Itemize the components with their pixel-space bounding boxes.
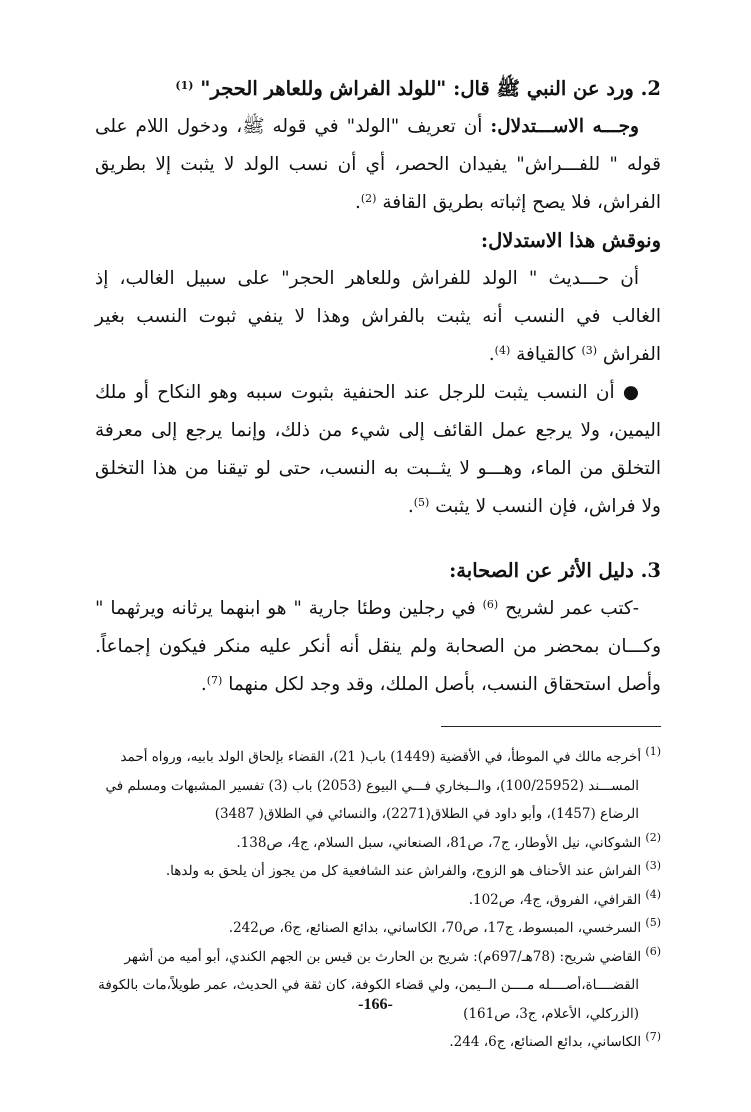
footnote-4-number: (4) [645, 887, 661, 901]
footnote-3-number: (3) [645, 859, 661, 872]
nuqish-paragraph: أن حـــديث " الولد للفراش وللعاهر الحجر" على سبيل الغالب، إذ الغالب في النسب أنه يثبت بالفراش وهذا لا ينفي ثبوت النسب بغير الفراش $^{(3)}$ كالقيافة $^{(4)}$. [95, 268, 661, 365]
footnote-ref-3[interactable]: (3) [581, 344, 598, 357]
main-body [95, 70, 661, 704]
footnote-ref-2[interactable]: (2) [360, 192, 377, 205]
footnote-7 [95, 1028, 661, 1057]
footnote-4 [95, 886, 661, 915]
footnote-3 [95, 857, 661, 886]
item-3-heading: 3. دليل الأثر عن الصحابة: [449, 559, 661, 582]
footnote-7-text: الكاساني، بدائع الصنائع، ج6، 244. [449, 1034, 642, 1050]
footnote-2-text: الشوكاني، نيل الأوطار، ج7، ص81، الصنعاني، سبل السلام، ج4، ص138. [236, 834, 642, 851]
document-page [95, 70, 661, 1057]
footnote-1-line-3: الرضاع (1457)، وأبو داود في الطلاق(2271)، والنسائي في الطلاق( 3487) [214, 806, 639, 822]
footnote-6 [95, 943, 661, 972]
wajh-istidlal-text: أن تعريف "الولد" في قوله ﷺ، ودخول اللام على قوله " للفـــراش" يفيدان الحصر، أي أن نسب الولد لا يثبت إلا بطريق الفراش، فلا يصح إثباته بطريق القافة [95, 116, 661, 213]
footnote-5-text: السرخسي، المبسوط، ج17، ص70، الكاساني، بدائع الصنائع، ج6، ص242. [228, 920, 642, 936]
footnote-1 [95, 743, 661, 772]
footnote-ref-4[interactable]: (4) [494, 344, 511, 357]
footnote-6-text: القاضي شريح: (78هـ/697م): شريح بن الحارث بن قيس بن الجهم الكندي، أبو أميه من أشهر [124, 948, 642, 965]
nuqish-heading: ونوقش هذا الاستدلال: [480, 229, 661, 252]
wajh-istidlal-paragraph: وجـــه الاســـتدلال: أن تعريف "الولد" في قوله ﷺ، ودخول اللام على قوله " للفـــراش" يفيدان الحصر، أي أن نسب الولد لا يثبت إلا بطريق الفراش، فلا يصح إثباته بطريق القافة $^{(2)}$. [95, 116, 661, 213]
bullet-text: ● أن النسب يثبت للرجل عند الحنفية بثبوت سببه وهو النكاح أو ملك اليمين، ولا يرجع عمل القائف إلى شيء من ذلك، وإنما يرجع إلى معرفة التخلق من الماء، وهـــو لا يثــبت به النسب، حتى لو تيقنا من هذا التخلق ولا فراش، فإن النسب لا يثبت [95, 382, 661, 517]
footnote-7-number: (7) [645, 1030, 661, 1043]
footnote-5-number: (5) [645, 916, 661, 929]
item-3-text-1: -كتب عمر لشريح [505, 598, 639, 619]
nuqish-text-2: كالقيافة [516, 344, 582, 365]
section-gap [95, 526, 661, 552]
footnote-divider [441, 726, 661, 727]
footnote-4-text: القرافي، الفروق، ج4، ص102. [468, 891, 642, 908]
item-2-heading [95, 70, 661, 108]
page-number: -166- [358, 996, 393, 1013]
bullet-paragraph: ● أن النسب يثبت للرجل عند الحنفية بثبوت سببه وهو النكاح أو ملك اليمين، ولا يرجع عمل القائف إلى شيء من ذلك، وإنما يرجع إلى معرفة التخلق من الماء، وهـــو لا يثــبت به النسب، حتى لو تيقنا من هذا التخلق ولا فراش، فإن النسب لا يثبت $^{(5)}$. [95, 382, 661, 517]
footnote-6-line-3: (الزركلي، الأعلام، ج3، ص161) [463, 1005, 639, 1022]
footnote-6-line-2: القضــــاة،أصــــله مــــن الــيمن، ولي قضاء الكوفة، كان ثقة في الحديث، عمر طويلاً،مات بالكوفة [98, 977, 639, 993]
footnote-1-text: أخرجه مالك في الموطأ، في الأقضية (1449) باب( 21)، القضاء بإلحاق الولد بابيه، ورواه أحمد [120, 749, 642, 765]
wajh-istidlal-label: وجـــه الاســـتدلال: [490, 116, 639, 137]
item-3-text-2: في رجلين وطئا جارية " هو ابنهما يرثانه ويرثهما " وكـــان بمحضر من الصحابة ولم ينقل أنه أنكر عليه منكر فيكون إجماعاً. وأصل استحقاق النسب، بأصل الملك، وقد وجد لكل منهما [95, 598, 661, 695]
footnote-3-text: الفراش عند الأحناف هو الزوج، والفراش عند الشافعية كل من يجوز أن يلحق به ولدها. [165, 863, 642, 879]
footnote-6-number: (6) [645, 944, 661, 958]
footnote-1-line-2: المســـند (100/25952)، والــبخاري فـــي البيوع (2053) باب (3) تفسير المشبهات ومسلم في [105, 777, 639, 794]
footnote-ref-1[interactable]: (1) [175, 79, 194, 92]
footnote-ref-5[interactable]: (5) [413, 496, 430, 509]
footnote-ref-6[interactable]: (6) [482, 598, 499, 611]
footnote-ref-7[interactable]: (7) [206, 674, 223, 687]
item-3-paragraph: -كتب عمر لشريح $^{(6)}$ في رجلين وطئا جارية " هو ابنهما يرثانه ويرثهما " وكـــان بمحضر من الصحابة ولم ينقل أنه أنكر عليه منكر فيكون إجماعاً. وأصل استحقاق النسب، بأصل الملك، وقد وجد لكل منهما $^{(7)}$. [95, 598, 661, 695]
footnote-5 [95, 914, 661, 943]
footnote-1-number: (1) [645, 745, 661, 758]
item-2-heading-text: 2. ورد عن النبي ﷺ قال: "للولد الفراش وللعاهر الحجر" [200, 77, 661, 100]
footnote-2 [95, 829, 661, 858]
footnote-2-number: (2) [645, 830, 661, 844]
nuqish-text-1: أن حـــديث " الولد للفراش وللعاهر الحجر" على سبيل الغالب، إذ الغالب في النسب أنه يثبت بالفراش وهذا لا ينفي ثبوت النسب بغير الفراش [95, 268, 661, 365]
